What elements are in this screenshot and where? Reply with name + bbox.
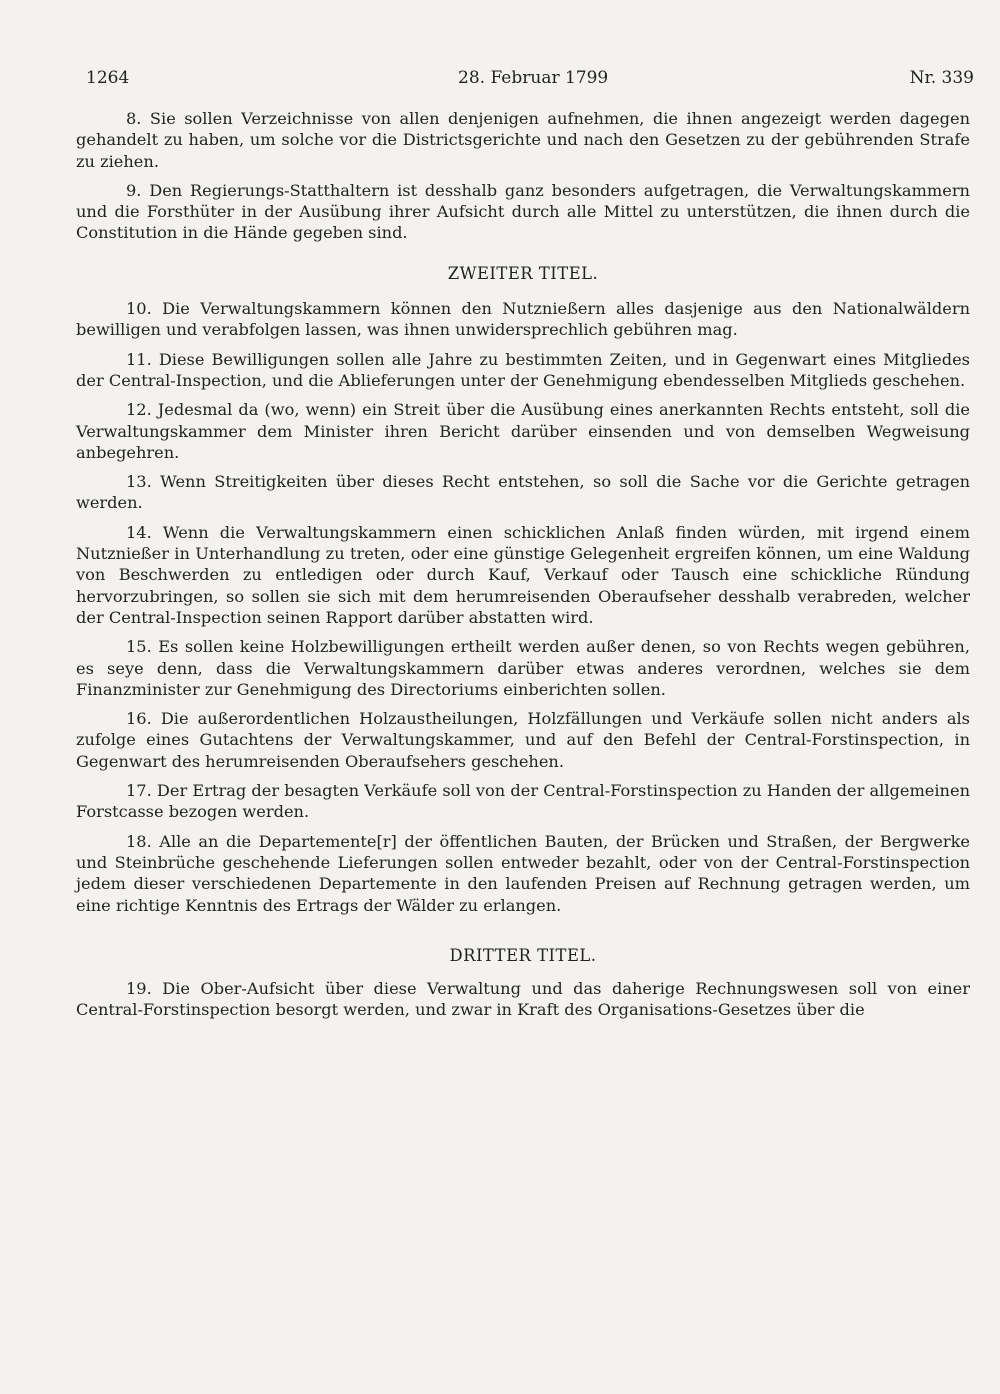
paragraphs-part2 [76,298,970,916]
paragraph-text: 11. Diese Bewilligungen sollen alle Jahre zu bestimmten Zeiten, und in Gegenwart eines Mitgliedes der Central-Inspection, und die Ablieferungen unter der Genehmigung ebendesselben Mitglieds geschehen. [76,349,970,390]
paragraph-text: 15. Es sollen keine Holzbewilligungen ertheilt werden außer denen, so von Rechts wegen gebühren, es seye denn, dass die Verwaltungskammern darüber etwas anderes verordnen, welches sie dem Finanzminister zur Genehmigung des Directoriums einberichten sollen. [76,637,970,699]
paragraph-text: 17. Der Ertrag der besagten Verkäufe soll von der Central-Forstinspection zu Handen der allgemeinen Forstcasse bezogen werden. [76,781,970,822]
paragraph [76,349,970,392]
paragraph [76,180,970,244]
page-number: 1264 [86,68,130,88]
paragraphs-part3 [76,978,970,1021]
paragraph [76,522,970,628]
paragraph-text: 19. Die Ober-Aufsicht über diese Verwaltung und das daherige Rechnungswesen soll von einer Central-Forstinspection besorgt werden, und zwar in Kraft des Organisations-Gesetzes über die [76,979,970,1020]
paragraph [76,298,970,341]
paragraph-text: 9. Den Regierungs-Statthaltern ist desshalb ganz besonders aufgetragen, die Verwaltungskammern und die Forsthüter in der Ausübung ihrer Aufsicht durch alle Mittel zu unterstützen, die ihnen durch die Constitution in die Hände gegeben sind. [76,180,970,243]
paragraph [76,978,970,1021]
paragraph [76,708,970,772]
document-body [76,108,970,1029]
paragraph [76,399,970,463]
document-number: Nr. 339 [909,68,974,88]
paragraph [76,108,970,172]
paragraph [76,831,970,916]
page-header [86,68,974,98]
paragraphs-part1 [76,108,970,244]
paragraph-text: 12. Jedesmal da (wo, wenn) ein Streit über die Ausübung eines anerkannten Rechts entsteht, soll die Verwaltungskammer dem Minister ihren Bericht darüber einsenden und von demselben Wegweisung anbegehren. [76,400,970,462]
paragraph-text: 8. Sie sollen Verzeichnisse von allen denjenigen aufnehmen, die ihnen angezeigt werden dagegen gehandelt zu haben, um solche vor die Districtsgerichte und nach den Gesetzen zu der gebührenden Strafe zu ziehen. [76,109,970,171]
paragraph-text: 18. Alle an die Departemente[r] der öffentlichen Bauten, der Brücken und Straßen, der Bergwerke und Steinbrüche geschehende Lieferungen sollen entweder bezahlt, oder von der Central-Forstinspection jedem dieser verschiedenen Departemente in den laufenden Preisen auf Rechnung getragen werden, um eine richtige Kenntnis des Ertrags der Wälder zu erlangen. [76,831,970,915]
paragraph [76,636,970,700]
paragraph [76,780,970,823]
paragraph-text: 16. Die außerordentlichen Holzaustheilungen, Holzfällungen und Verkäufe sollen nicht anders als zufolge eines Gutachtens der Verwaltungskammer, und auf den Befehl der Central-Forstinspection, in Gegenwart des herumreisenden Oberaufsehers geschehen. [76,709,970,771]
paragraph-text: 14. Wenn die Verwaltungskammern einen schicklichen Anlaß finden würden, mit irgend einem Nutznießer in Unterhandlung zu treten, oder eine günstige Gelegenheit ergreifen können, um eine Waldung von Beschwerden zu entledigen oder durch Kauf, Verkauf oder Tausch eine schickliche Ründung hervorzubringen, so sollen sie sich mit dem herumreisenden Oberaufseher desshalb verabreden, welcher der Central-Inspection seinen Rapport darüber abstatten wird. [76,522,970,627]
paragraph-text: 13. Wenn Streitigkeiten über dieses Recht entstehen, so soll die Sache vor die Gerichte getragen werden. [76,472,970,513]
paragraph [76,471,970,514]
heading-second-title: ZWEITER TITEL. [447,263,599,283]
paragraph-text: 10. Die Verwaltungskammern können den Nutznießern alles dasjenige aus den Nationalwäldern bewilligen und verabfolgen lassen, was ihnen unwidersprechlich gebühren mag. [76,299,970,340]
header-date: 28. Februar 1799 [458,68,609,88]
heading-third-title: DRITTER TITEL. [449,945,597,965]
